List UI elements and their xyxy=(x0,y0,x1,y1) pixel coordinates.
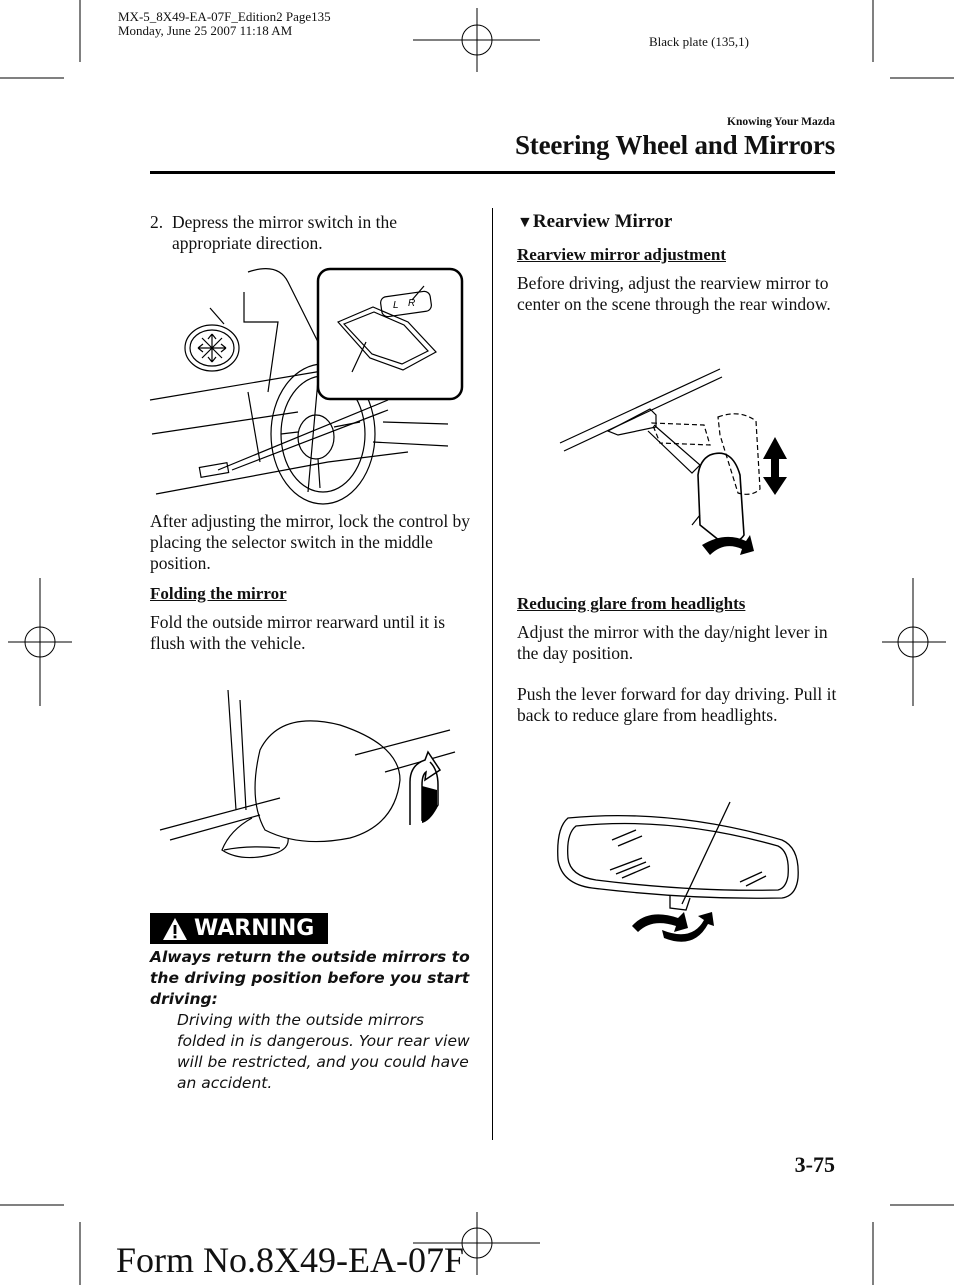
switch-label-r: R xyxy=(408,298,416,309)
print-file-line: MX-5_8X49-EA-07F_Edition2 Page135 xyxy=(118,9,331,24)
folding-text: Fold the outside mirror rearward until it is flush with the vehicle. xyxy=(150,612,446,653)
rearview-heading-row xyxy=(517,211,672,233)
warning-lead: Always return the outside mirrors to the driving position before you start driving: xyxy=(150,948,470,1008)
adjust-heading: Rearview mirror adjustment xyxy=(517,245,726,264)
print-date-line: Monday, June 25 2007 11:18 AM xyxy=(118,23,293,38)
title-rule xyxy=(150,171,835,174)
rearview-adjust-illustration xyxy=(560,365,800,565)
warning-icon xyxy=(162,917,188,941)
glare-heading: Reducing glare from headlights xyxy=(517,594,746,613)
column-divider xyxy=(492,208,493,1140)
folding-mirror-illustration xyxy=(160,690,460,880)
warning-label: WARNING xyxy=(194,916,315,941)
day-night-mirror-illustration xyxy=(552,800,802,950)
switch-label-l: L xyxy=(393,300,399,311)
glare-text-1: Adjust the mirror with the day/night lever in the day position. xyxy=(517,622,828,663)
section-name: Knowing Your Mazda xyxy=(727,116,835,128)
warning-detail: Driving with the outside mirrors folded in is dangerous. Your rear view will be restricted, and you could have an accident. xyxy=(177,1011,470,1092)
mirror-switch-illustration xyxy=(148,262,468,502)
adjust-text: Before driving, adjust the rearview mirror to center on the scene through the rear window. xyxy=(517,273,831,314)
step-text: Depress the mirror switch in the appropriate direction. xyxy=(172,212,398,253)
triangle-marker-icon: ▼ xyxy=(517,214,533,231)
page-number: 3-75 xyxy=(794,1152,835,1177)
after-adjust-text: After adjusting the mirror, lock the control by placing the selector switch in the middle position. xyxy=(150,511,471,573)
folding-heading: Folding the mirror xyxy=(150,584,287,603)
plate-label: Black plate (135,1) xyxy=(649,34,749,49)
form-number: Form No.8X49-EA-07F xyxy=(116,1240,464,1280)
step-number: 2. xyxy=(150,212,164,232)
page-title: Steering Wheel and Mirrors xyxy=(514,130,835,160)
rearview-heading: Rearview Mirror xyxy=(532,211,673,232)
glare-text-2: Push the lever forward for day driving. Pull it back to reduce glare from headlights. xyxy=(517,684,837,725)
warning-badge xyxy=(150,913,328,944)
